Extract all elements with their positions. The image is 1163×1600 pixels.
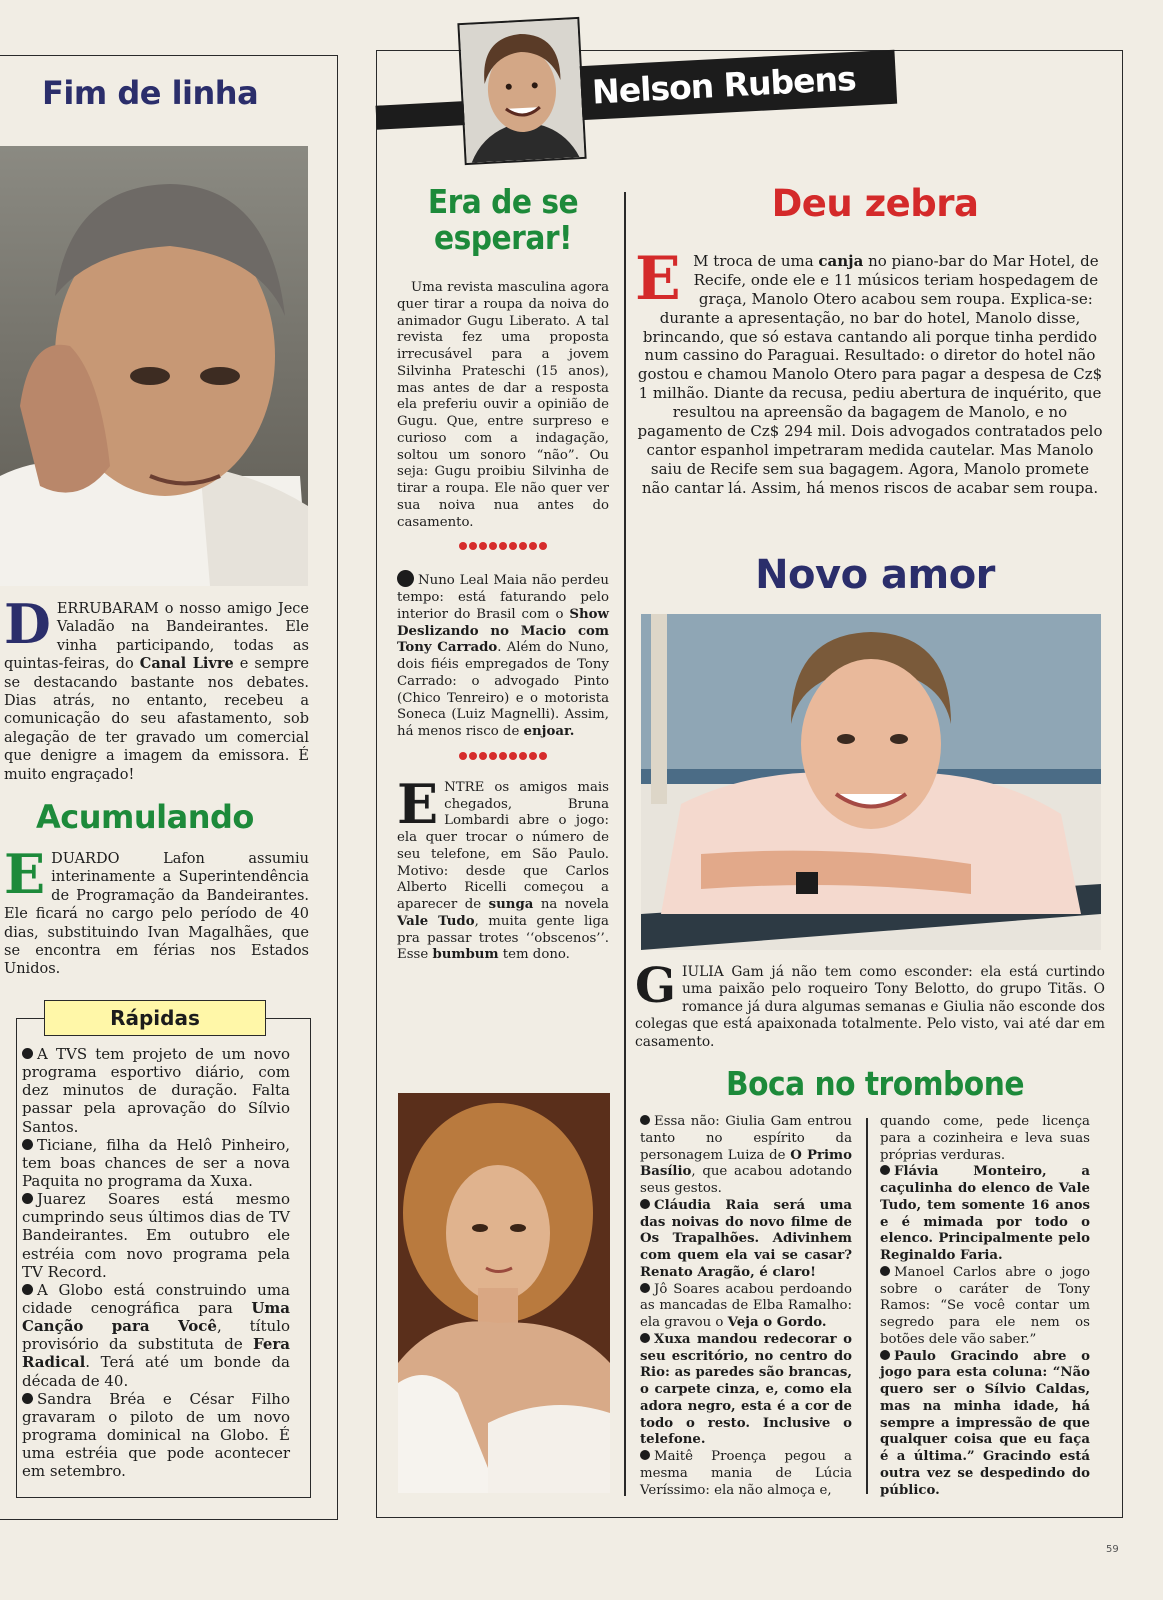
fim-lead: ERRUBARAM [56,601,159,617]
dropcap-g: G [635,958,676,1014]
deu-zebra-text: E M troca de uma canja no piano-bar do Mar Hotel, de Recife, onde ele e 11 músicos teriam hospedagem de graça, Manolo Otero acabou sem roupa. Explica-se: durante a apresentação, no bar do hotel, Manolo disse, brincando, que só estava cantando ali porque tinha perdido num cassino do Paraguai. Resultado: o diretor do hotel não gostou e chamou Manolo Otero para pagar a despesa de Cz$ 1 milhão. Diante da recusa, pediu abertura de inquérito, que resultou na apreensão da bagagem de Manolo, e no pagamento de Cz$ 294 mil. Dois advogados contratados pelo cantor espanhol impetraram medida cautelar. Mas Manolo saiu de Recife sem sua bagagem. Agora, Manolo promete não cantar lá. Assim, há menos riscos de acabar sem roupa. [635,244,1103,497]
list-item: Jô Soares acabou perdoando as mancadas de Elba Ramalho: ela gravou o Veja o Gordo. [640,1281,852,1330]
canal-livre-bold: Canal Livre [139,655,234,673]
giulia-gam-photo [641,614,1101,950]
list-item: Juarez Soares está mesmo cumprindo seus últimos dias de TV Bandeirantes. Em outubro ele estréia com novo programa pela TV Record. [22,1190,290,1281]
list-item: Manoel Carlos abre o jogo sobre o caráter de Tony Ramos: “Se você contar um segredo para ele nem os botões dele vão saber.” [880,1264,1090,1347]
acumulando-lead: DUARDO [51,851,120,867]
fim-text-2: e sempre se destacando bastante nos debates. Dias atrás, no entanto, recebeu a comunicação do seu afastamento, sob alegação de ter gravado um comercial que denigre a imagem da emissora. É muito engraçado! [4,656,309,783]
bruna-lombardi-photo [398,1093,610,1493]
boca-divider [866,1118,868,1494]
fim-text-1: o nosso amigo Jece Valadão na Bandeirantes. Ele vinha participando, todas as quintas-feiras, do [4,601,309,673]
era-title-line1: Era de se [427,182,579,221]
list-item: Maitê Proença pegou a mesma mania de Lúcia Veríssimo: ela não almoça e, [640,1449,852,1498]
columnist-portrait [457,17,586,165]
columnist-name: Nelson Rubens [591,58,857,112]
list-item: Cláudia Raia será uma das noivas do novo filme de Os Trapalhões. Adivinhem com quem ela vai se casar? Renato Aragão, é claro! [640,1197,852,1280]
acumulando-heading: Acumulando [36,798,254,836]
entre-item: ENTRE os amigos mais chegados, Bruna Lombardi abre o jogo: ela quer trocar o número de seu telefone, em São Paulo. Motivo: desde que Carlos Alberto Ricelli começou a aparecer de sunga na novela Vale Tudo, muita gente liga pra passar trotes ‘‘obscenos’’. Esse bumbum tem dono. [397,771,609,963]
dropcap-e-green: E [4,842,46,906]
fim-de-linha-heading: Fim de linha [42,74,259,112]
deu-zebra-heading: Deu zebra [771,182,979,225]
novo-amor-heading: Novo amor [755,552,995,598]
dropcap-e-red: E [635,244,681,314]
separator-dots [397,539,609,554]
novo-amor-text: GIULIA Gam já não tem como esconder: ela está curtindo uma paixão pelo roqueiro Tony Belotto, do grupo Titãs. O romance já dura algumas semanas e Giulia não esconde dos colegas que está apaixonada totalmente. Pelo visto, vai até dar em casamento. [635,958,1105,1050]
list-item: Flávia Monteiro, a caçulinha do elenco de Vale Tudo, tem somente 16 anos e é mimada por todo o elenco. Principalmente pelo Reginaldo Faria. [880,1164,1090,1263]
rapidas-list [22,1045,290,1480]
list-item: A Globo está construindo uma cidade cenográfica para Uma Canção para Você, título provisório da substituta de Fera Radical. Terá até um bonde da década de 40. [22,1280,290,1390]
nuno-item: Nuno Leal Maia não perdeu tempo: está faturando pelo interior do Brasil com o Show Deslizando no Macio com Tony Carrado. Além do Nuno, dois fiéis empregados de Tony Carrado: o advogado Pinto (Chico Tenreiro) e o motorista Soneca (Luiz Magnelli). Assim, há menos risco de enjoar. [397,570,609,741]
list-item: quando come, pede licença para a cozinheira e leva suas próprias verduras. [880,1114,1090,1163]
era-text [397,280,609,964]
acumulando-body: Lafon assumiu interinamente a Superintendência de Programação da Bandeirantes. Ele ficará no cargo pelo período de 40 dias, substituindo Ivan Magalhães, que se encontra em férias nos Estados Unidos. [4,851,309,978]
era-body: Uma revista masculina agora quer tirar a roupa da noiva do animador Gugu Liberato. A tal revista fez uma proposta irrecusável para a jovem Silvinha Prateschi (15 anos), mas antes de dar a resposta ela preferiu ouvir a opinião de Gugu. Que, entre surpreso e curioso com a indagação, soltou um sonoro “não”. Ou seja: Gugu proibiu Silvinha de tirar a roupa. Ele não quer ver sua noiva nua antes do casamento. [397,280,609,530]
fim-de-linha-text [4,592,309,784]
era-title-line2: esperar! [433,218,573,258]
page-number: 59 [1106,1544,1119,1555]
list-item: A TVS tem projeto de um novo programa esportivo diário, com dez minutos de duração. Falta passar pela aprovação do Sílvio Santos. [22,1045,290,1136]
list-item: Xuxa mandou redecorar o seu escritório, no centro do Rio: as paredes são brancas, o carpete cinza, e, como ela adora negro, esta é a cor de todo o resto. Inclusive o telefone. [640,1331,852,1448]
list-item: Essa não: Giulia Gam entrou tanto no espírito da personagem Luiza de O Primo Basílio, que acabou adotando seus gestos. [640,1114,852,1196]
separator-dots [397,749,609,764]
boca-col-right [880,1114,1090,1499]
boca-no-trombone-heading: Boca no trombone [726,1064,1024,1103]
jece-valadao-photo [0,146,308,586]
column-divider [624,192,626,1496]
list-item: Paulo Gracindo abre o jogo para esta coluna: “Não quero ser o Sílvio Caldas, mas na minha idade, há sempre a impressão de que qualquer coisa que eu faça é a última.” Gracindo está outra vez se despedindo do público. [880,1348,1090,1498]
list-item: Ticiane, filha da Helô Pinheiro, tem boas chances de ser a nova Paquita no programa da Xuxa. [22,1135,290,1190]
list-item: Sandra Bréa e César Filho gravaram o piloto de um novo programa dominical na Globo. É uma estréia que pode acontecer em setembro. [22,1389,290,1481]
dropcap-d: D [4,592,51,656]
rapidas-label: Rápidas [44,1000,266,1036]
boca-col-left [640,1114,852,1499]
acumulando-text [4,842,309,979]
era-de-se-esperar-heading [397,184,609,257]
